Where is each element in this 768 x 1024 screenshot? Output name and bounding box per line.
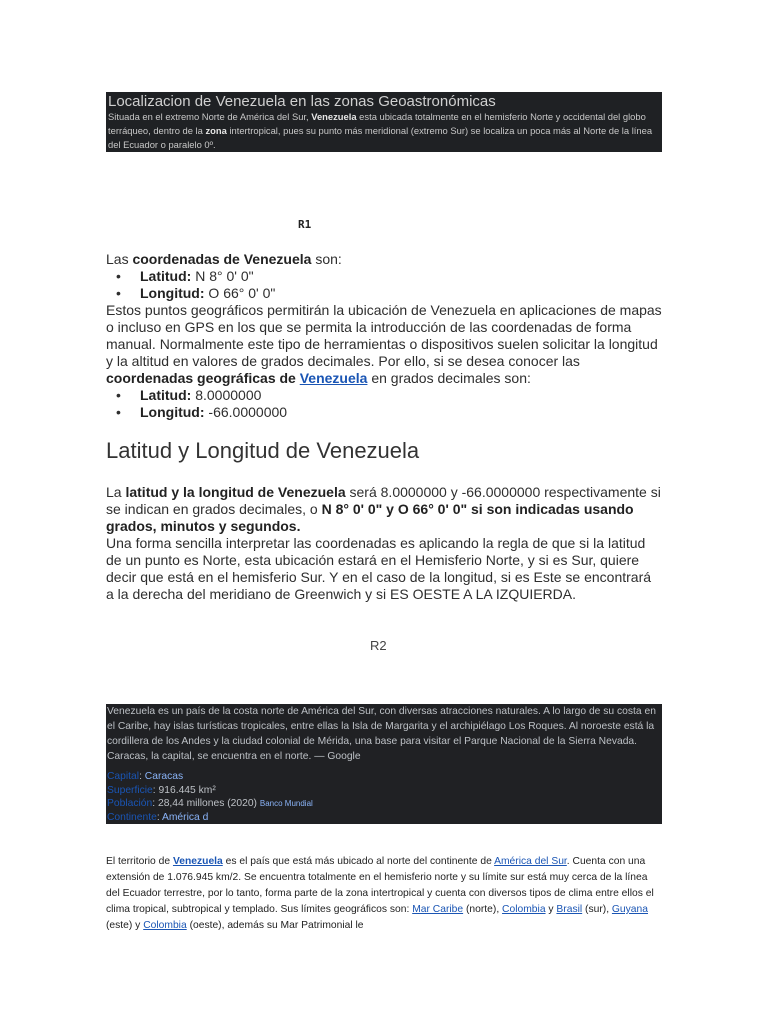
text-span: y	[545, 904, 557, 915]
list-item-label: Longitud:	[140, 404, 205, 420]
location-summary-box	[106, 92, 662, 152]
brasil-link[interactable]: Brasil	[556, 904, 583, 915]
guyana-link[interactable]: Guyana	[611, 904, 648, 915]
text-span: (este) y	[106, 920, 144, 931]
interpretation-paragraph: Una forma sencilla interpretar las coordenadas es aplicando la regla de que si la latitud de un punto es Norte, esta ubicación estará en el Hemisferio Norte, y si es Sur, quiere decir que está en el hemisferio Sur. Y en el caso de la longitud, si es Este se encontrará a la derecha del meridiano de Greenwich y si ES OESTE A LA IZQUIERDA.	[106, 535, 652, 602]
bold-span: Venezuela	[311, 111, 357, 122]
text-span: será 8.0000000 y -66.0000000 respectivamente si se indican en grados decimales, o	[106, 484, 661, 517]
fact-superficie: Superficie: 916.445 km²	[107, 784, 216, 796]
list-item-value: O 66° 0' 0"	[204, 285, 276, 301]
location-summary-text	[108, 110, 660, 152]
coordinates-section	[106, 251, 662, 421]
fact-key[interactable]: Continente	[107, 811, 157, 823]
list-item-value: 8.0000000	[191, 387, 262, 403]
reference-label-r2: R2	[370, 638, 387, 653]
facts-list	[107, 770, 661, 824]
list-item-label: Latitud:	[140, 387, 192, 403]
section-heading: Latitud y Longitud de Venezuela	[106, 438, 420, 463]
list-item	[106, 404, 662, 421]
text-span: es el país que está más ubicado al norte del continente de	[222, 856, 495, 867]
text-span: El territorio de	[106, 856, 173, 867]
venezuela-link[interactable]: Venezuela	[172, 856, 223, 867]
lat-long-paragraph	[106, 484, 662, 535]
google-summary-box	[106, 704, 662, 824]
location-summary-title: Localizacion de Venezuela en las zonas Geoastronómicas	[108, 93, 496, 110]
bold-span: latitud y la longitud de Venezuela	[125, 484, 346, 500]
fact-key[interactable]: Población	[107, 798, 153, 809]
bold-span: zona	[205, 125, 227, 136]
mar-caribe-link[interactable]: Mar Caribe	[412, 904, 464, 915]
bold-span: coordenadas geográficas de	[106, 370, 296, 386]
fact-value: 28,44 millones (2020)	[157, 798, 257, 809]
text-span: Situada en el extremo Norte de América del Sur,	[108, 111, 312, 122]
colombia-link[interactable]: Colombia	[502, 904, 546, 915]
coordinates-intro	[106, 251, 662, 268]
coordinates-explanation	[106, 302, 662, 387]
list-item-label: Longitud:	[140, 285, 205, 301]
text-span: La	[106, 484, 126, 500]
fact-capital: Capital: Caracas	[107, 771, 184, 782]
fact-value: 916.445 km²	[158, 784, 216, 796]
reference-label-r1: R1	[298, 218, 312, 231]
america-del-sur-link[interactable]: América del Sur	[494, 856, 567, 867]
google-summary-text: Venezuela es un país de la costa norte de América del Sur, con diversas atracciones naturales. A lo largo de su costa en el Caribe, hay islas turísticas tropicales, entre ellas la Isla de Margarita y el archipiélago Los Roques. Al noroeste está la cordillera de los Andes y la ciudad colonial de Mérida, una base para visitar el Parque Nacional de la Sierra Nevada. Caracas, la capital, se encuentra en el norte. — Google	[107, 706, 656, 762]
bold-span: coordenadas de Venezuela	[132, 251, 312, 267]
fact-poblacion: Población: 28,44 millones (2020) Banco Mundial	[107, 798, 313, 809]
fact-continente: Continente: América d	[107, 811, 209, 823]
list-item-value: N 8° 0' 0"	[191, 268, 254, 284]
text-span: son:	[311, 251, 342, 267]
fact-value-link[interactable]: América d	[161, 811, 209, 823]
list-item	[106, 285, 662, 302]
text-span: Estos puntos geográficos permitirán la ubicación de Venezuela en aplicaciones de mapas o incluso en GPS en los que se permita la introducción de las coordenadas de forma manual. Normalmente este tipo de herramientas o dispositivos suelen solicitar la longitud y la altitud en valores de grados decimales. Por ello, si se desea conocer las	[106, 302, 662, 369]
text-span: esta ubicada totalmente en el hemisferio Norte y occidental del globo terráqueo, dentro de la	[108, 111, 646, 136]
coordinates-list-dms	[106, 268, 662, 302]
list-item-value: -66.0000000	[204, 404, 288, 420]
text-span: intertropical, pues su punto más meridional (extremo Sur) se localiza un poca más al Norte de la línea del Ecuador o paralelo 0º.	[108, 125, 653, 150]
text-span: (oeste), además su Mar Patrimonial le	[186, 920, 364, 931]
bold-span: N 8° 0' 0" y O 66° 0' 0" si son indicadas usando grados, minutos y segundos.	[106, 501, 634, 534]
venezuela-link[interactable]: Venezuela	[299, 370, 368, 386]
lat-long-section	[106, 484, 662, 603]
text-span: (sur),	[582, 904, 612, 915]
territory-paragraph	[106, 854, 662, 934]
list-item	[106, 387, 662, 404]
fact-key[interactable]: Superficie	[107, 784, 153, 796]
text-span: en grados decimales son:	[367, 370, 531, 386]
text-span: . Cuenta con una extensión de 1.076.945 km/2. Se encuentra totalmente en el hemisferio norte y su límite sur está muy cerca de la línea del Ecuador terrestre, por lo tanto, forma parte de la zona intertropical y cuenta con diversos tipos de clima entre ellos el clima tropical, subtropical y templado. Sus límites geográficos son:	[106, 856, 654, 915]
text-span: (norte),	[463, 904, 503, 915]
fact-key[interactable]: Capital	[107, 771, 140, 782]
text-span: Las	[106, 251, 133, 267]
fact-source-link[interactable]: Banco Mundial	[259, 799, 313, 808]
colombia-link[interactable]: Colombia	[143, 920, 187, 931]
fact-value-link[interactable]: Caracas	[144, 771, 184, 782]
coordinates-list-decimal	[106, 387, 662, 421]
list-item-label: Latitud:	[140, 268, 192, 284]
list-item	[106, 268, 662, 285]
